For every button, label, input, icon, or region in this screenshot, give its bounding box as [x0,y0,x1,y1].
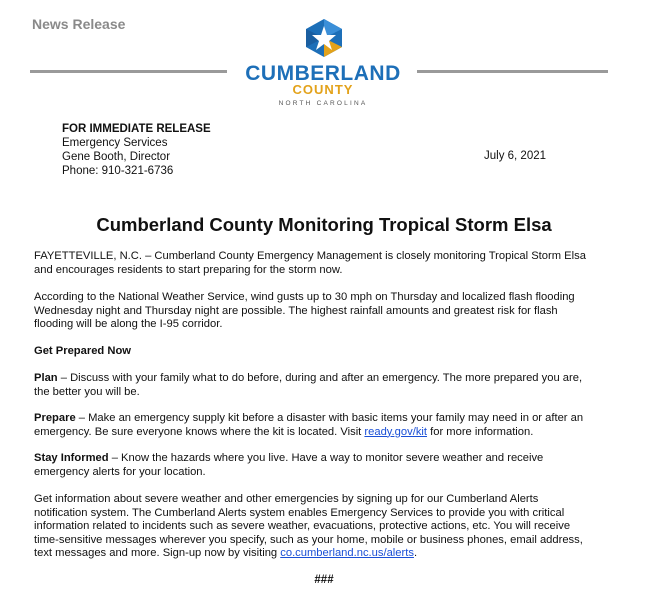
get-prepared-heading: Get Prepared Now [34,345,131,357]
contact-phone: Phone: 910-321-6736 [62,165,174,177]
logo-county: COUNTY [292,82,354,97]
alerts-after: . [413,547,418,560]
county-logo [228,18,418,110]
nws-paragraph [34,291,594,332]
headline: Cumberland County Monitoring Tropical Storm Elsa [96,214,552,235]
prepare-text: – Make an emergency supply kit before a disaster with basic items your family may need in or after an emergency. Be sure everyone knows where the kit is located. Visit [34,412,584,438]
cumberland-alerts-link[interactable]: co.cumberland.nc.us/alerts [280,547,414,560]
informed-label: Stay Informed [34,452,109,464]
prepare-label: Prepare [34,412,76,424]
informed-text: – Know the hazards where you live. Have a way to monitor severe weather and receive emergency alerts for your location. [34,452,544,478]
prepare-after: for more information. [427,425,534,438]
intro-paragraph [34,250,594,277]
stay-informed-paragraph [34,452,594,479]
plan-label: Plan [34,372,58,384]
header-rule-left [30,70,227,73]
intro-text: FAYETTEVILLE, N.C. – Cumberland County Emergency Management is closely monitoring Tropical Storm Elsa and encourages residents to start preparing for the storm now. [34,250,586,276]
header-rule-right [417,70,608,73]
news-release-label: News Release [32,16,126,32]
alerts-text: Get information about severe weather and other emergencies by signing up for our Cumberland Alerts notification system. The Cumberland Alerts system enables Emergency Services to provide you with critical information related to incidents such as severe weather, evacuations, protective actions, etc. You will receive time-sensitive messages wherever you specify, such as your home, mobile or business phones, email address, text messages and more. Sign-up now by visiting [34,493,583,560]
end-mark: ### [314,574,334,586]
nws-text: According to the National Weather Service, wind gusts up to 30 mph on Thursday and localized flash flooding Wednesday night and Thursday night are possible. The highest rainfall amounts and greatest risk for flash flooding will be along the I-95 corridor. [34,291,575,331]
immediate-release: FOR IMMEDIATE RELEASE [62,123,211,135]
ready-gov-link[interactable]: ready.gov/kit [364,425,428,438]
plan-text: – Discuss with your family what to do before, during and after an emergency. The more prepared you are, the better you will be. [34,372,583,398]
prepare-paragraph [34,412,594,439]
department: Emergency Services [62,137,168,149]
contact-name: Gene Booth, Director [62,151,171,163]
star-emblem-icon [304,18,344,58]
logo-name: CUMBERLAND [245,62,401,85]
plan-paragraph [34,372,594,399]
alerts-paragraph [34,493,594,561]
release-date: July 6, 2021 [484,150,547,162]
release-header [62,122,211,178]
logo-state: NORTH CAROLINA [278,100,368,107]
